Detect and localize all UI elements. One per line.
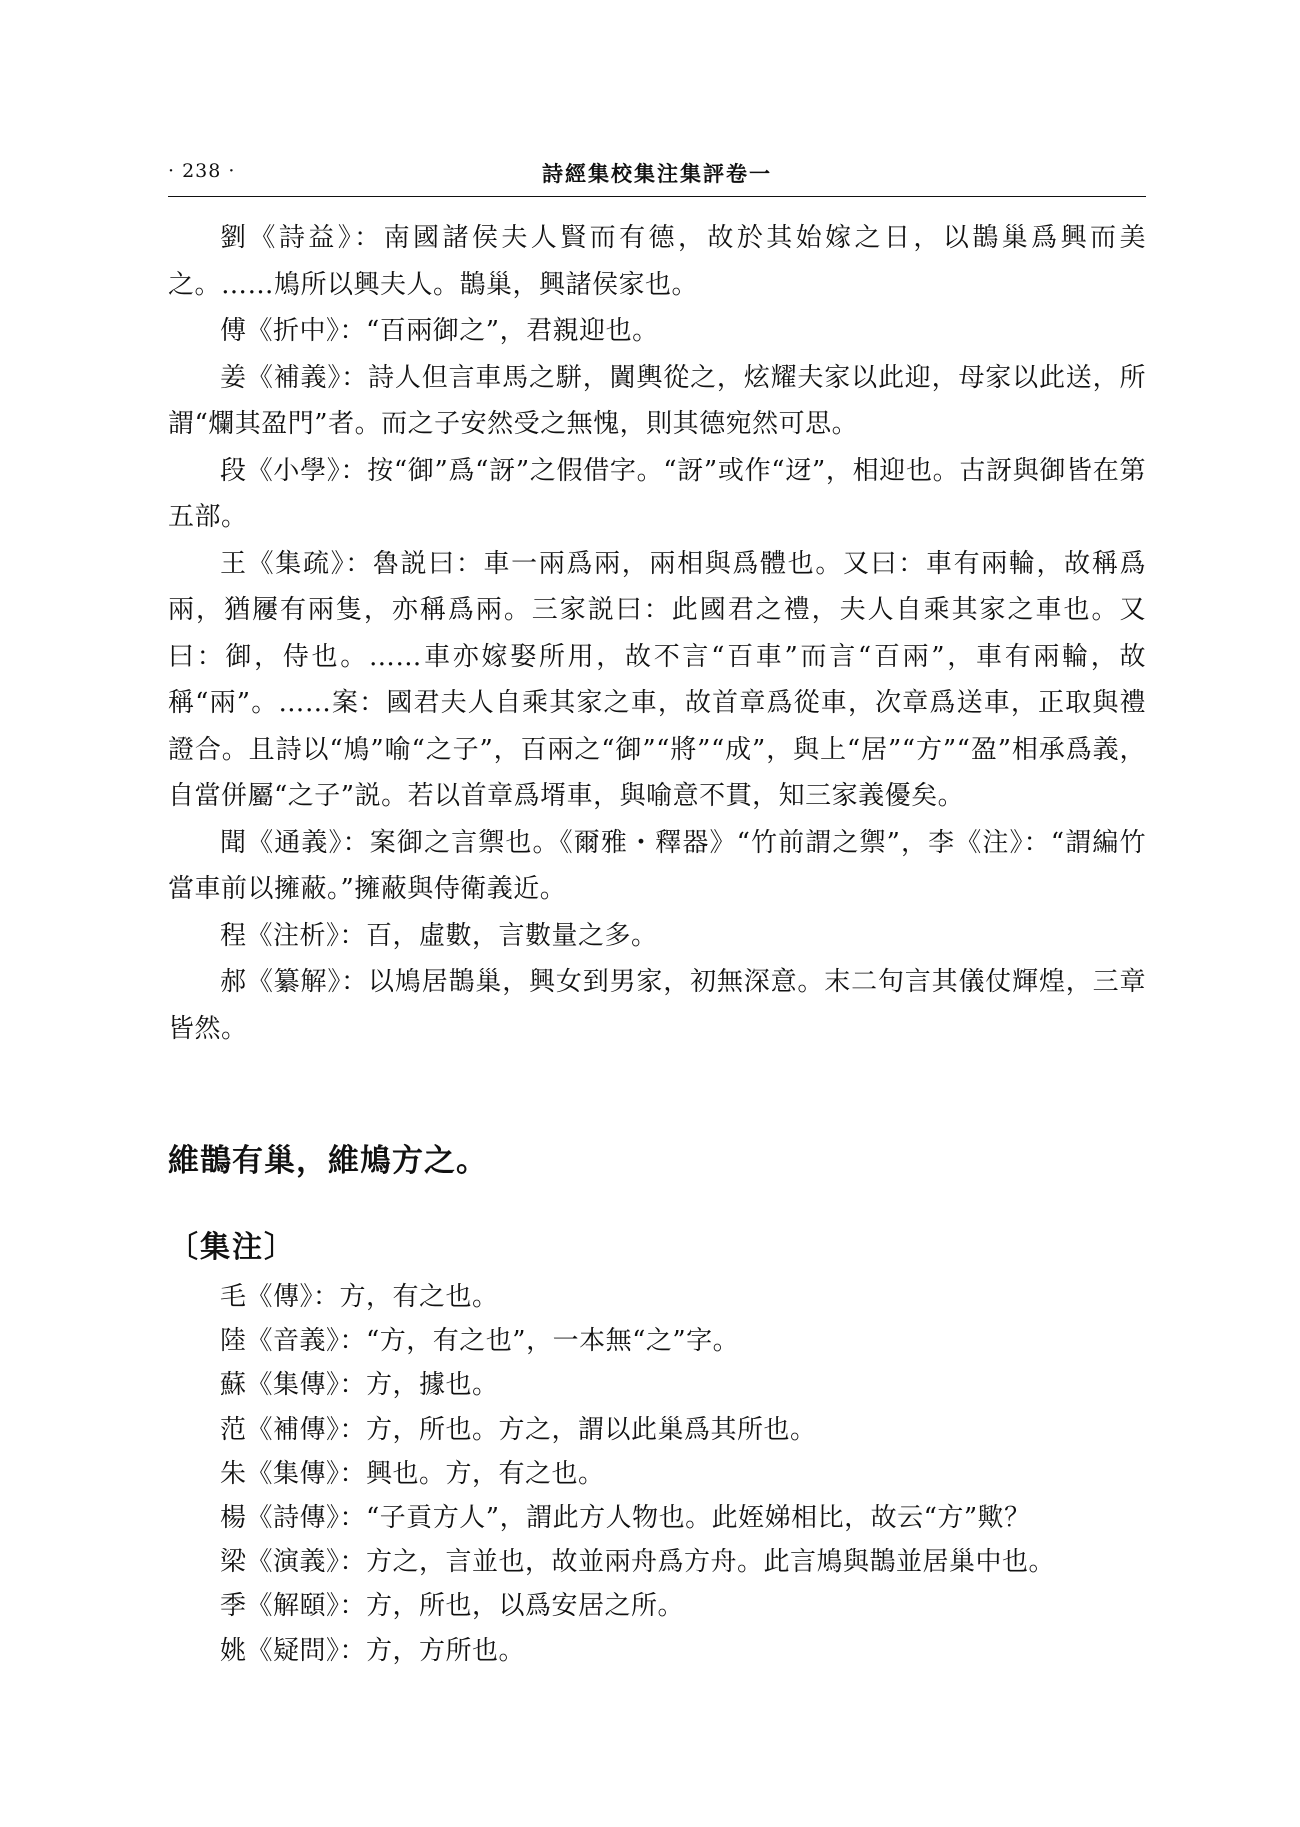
note-item — [168, 1363, 1146, 1407]
source-label: 毛《傳》： — [220, 1282, 340, 1312]
source-label: 段《小學》： — [220, 455, 368, 486]
commentary-text: 百，虛數，言數量之多。 — [366, 920, 658, 951]
note-text: 方，所也，以爲安居之所。 — [366, 1591, 685, 1622]
source-label: 王《集疏》： — [220, 548, 373, 579]
commentary-paragraph — [168, 308, 1146, 355]
commentary-paragraph — [168, 959, 1146, 1052]
source-label: 季《解頤》： — [220, 1591, 367, 1622]
commentary-paragraph — [168, 448, 1146, 541]
note-text: “子貢方人”，謂此方人物也。此姪娣相比，故云“方”歟？ — [366, 1503, 1031, 1534]
note-text: 方，據也。 — [366, 1370, 499, 1401]
source-label: 范《補傳》： — [220, 1414, 367, 1445]
note-text: 方之，言並也，故並兩舟爲方舟。此言鳩與鵲並居巢中也。 — [366, 1547, 1056, 1578]
note-item — [168, 1629, 1146, 1673]
source-label: 程《注析》： — [220, 920, 367, 951]
verse-heading: 維鵲有巢，維鳩方之。 — [168, 1143, 488, 1179]
commentary-text: “百兩御之”，君親迎也。 — [366, 316, 659, 346]
commentary-section — [168, 215, 1146, 1052]
commentary-paragraph — [168, 820, 1146, 913]
source-label: 郝《纂解》： — [220, 967, 369, 997]
source-label: 聞《通義》： — [220, 827, 370, 858]
note-item — [168, 1275, 1146, 1319]
note-text: 方，有之也。 — [339, 1282, 499, 1312]
commentary-paragraph — [168, 355, 1146, 448]
running-title: 詩經集校集注集評卷一 — [542, 161, 772, 186]
page-header — [168, 158, 1146, 194]
note-item — [168, 1319, 1146, 1363]
source-label: 姜《補義》： — [220, 362, 369, 393]
source-label: 姚《疑問》： — [220, 1635, 367, 1666]
source-label: 蘇《集傳》： — [220, 1370, 367, 1401]
commentary-text: 魯説曰：車一兩爲兩，兩相與爲體也。又曰：車有兩輪，故稱爲兩，猶屨有兩隻，亦稱爲兩。三家説曰：此國君之禮，夫人自乘其家之車也。又曰：御，侍也。……車亦嫁娶所用，故不言“百車”而言“百兩”，車有兩輪，故稱“兩”。……案：國君夫人自乘其家之車，故首章爲從車，次章爲送車，正取與禮證合。且詩以“鳩”喻“之子”，百兩之“御”“將”“成”，與上“居”“方”“盈”相承爲義，自當併屬“之子”説。若以首章爲壻車，與喻意不貫，知三家義優矣。 — [168, 548, 1146, 811]
source-label: 劉《詩益》： — [220, 223, 384, 253]
notes-list — [168, 1275, 1146, 1673]
commentary-paragraph — [168, 541, 1146, 820]
commentary-paragraph — [168, 215, 1146, 308]
commentary-text: 按“御”爲“訝”之假借字。“訝”或作“迓”，相迎也。古訝與御皆在第五部。 — [168, 455, 1146, 532]
note-text: 方，所也。方之，謂以此巢爲其所也。 — [366, 1414, 817, 1445]
note-item — [168, 1496, 1146, 1540]
commentary-text: 南國諸侯夫人賢而有德，故於其始嫁之日，以鵲巢爲興而美之。……鳩所以興夫人。鵲巢，興諸侯家也。 — [168, 223, 1146, 300]
note-text: 方，方所也。 — [366, 1635, 526, 1666]
source-label: 朱《集傳》： — [220, 1458, 367, 1489]
commentary-text: 以鳩居鵲巢，興女到男家，初無深意。末二句言其儀仗輝煌，三章皆然。 — [168, 967, 1146, 1044]
notes-heading: 〔集注〕 — [168, 1230, 296, 1265]
source-label: 陸《音義》： — [220, 1326, 367, 1357]
header-rule — [168, 196, 1146, 197]
source-label: 傅《折中》： — [220, 316, 367, 346]
note-text: “方，有之也”，一本無“之”字。 — [366, 1326, 740, 1357]
commentary-paragraph — [168, 913, 1146, 960]
note-item — [168, 1540, 1146, 1584]
note-item — [168, 1584, 1146, 1628]
source-label: 楊《詩傳》： — [220, 1503, 367, 1534]
note-item — [168, 1452, 1146, 1496]
note-item — [168, 1408, 1146, 1452]
note-text: 興也。方，有之也。 — [366, 1458, 605, 1489]
commentary-text: 案御之言禦也。《爾雅・釋器》“竹前謂之禦”，李《注》：“謂編竹當車前以擁蔽。”擁蔽與侍衛義近。 — [168, 827, 1146, 904]
page-number: · 238 · — [168, 160, 236, 182]
source-label: 梁《演義》： — [220, 1547, 367, 1578]
commentary-text: 詩人但言車馬之駢，闐輿從之，炫耀夫家以此迎，母家以此送，所謂“爛其盈門”者。而之子安然受之無愧，則其德宛然可思。 — [168, 362, 1146, 439]
